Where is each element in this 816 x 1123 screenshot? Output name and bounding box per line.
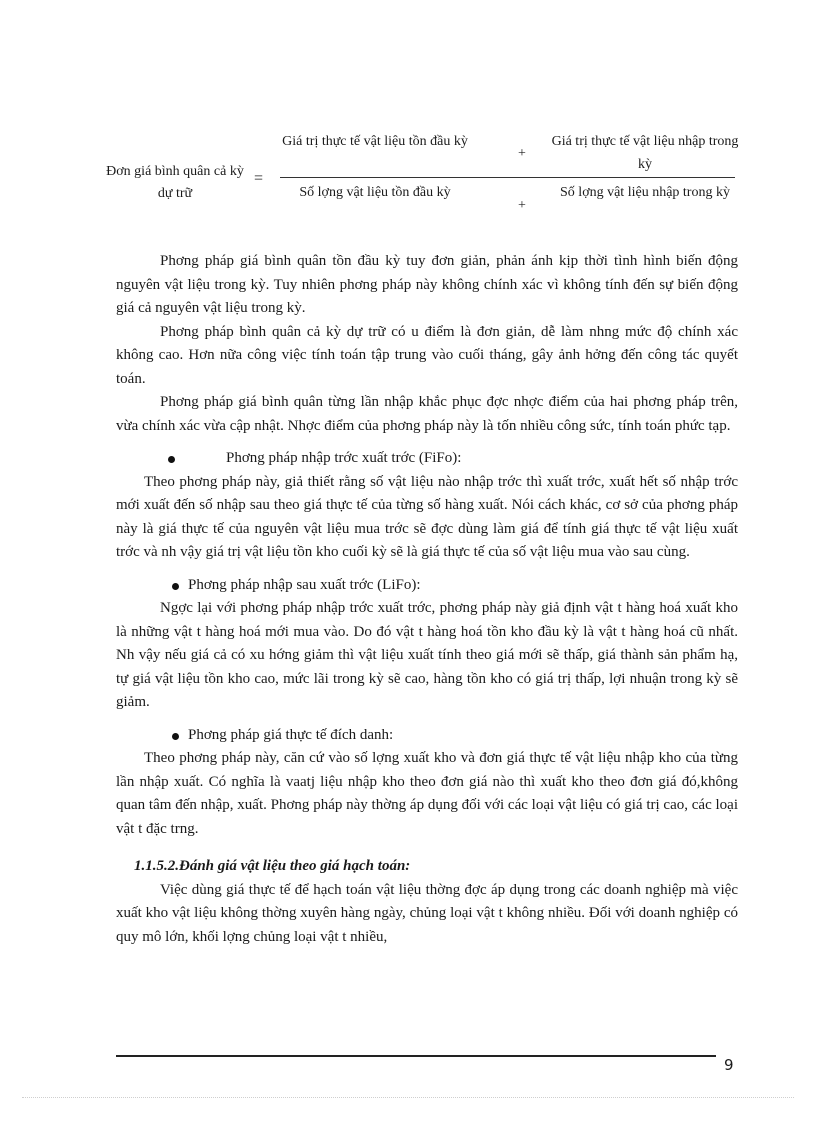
paragraph: Ngợc lại với phơng pháp nhập trớc xuất trớc, phơng pháp này giả định vật t hàng hoá xuất kho là những vật t hàng hoá mới mua vào. Do đó vật t hàng hoá tồn kho đầu kỳ là vật t hàng hoá cũ nhất. Nh vậy nếu giá cả có xu hớng giảm thì vật liệu xuất tính theo giá mới sẽ thấp, giá thành sản phẩm hạ, tự giá vật liệu tồn kho cao, mức lãi trong kỳ sẽ cao, hàng tồn kho có giá trị thấp, lợi nhuận trong kỳ sẽ giảm. bbox=[116, 600, 738, 710]
formula-denominator-1: Số lợng vật liệu tồn đầu kỳ bbox=[299, 185, 451, 200]
footer-rule bbox=[116, 1055, 716, 1057]
bullet-icon bbox=[172, 733, 179, 740]
bullet-text: Phơng pháp nhập sau xuất trớc (LiFo): bbox=[188, 576, 421, 593]
formula-denominator-2: Số lợng vật liệu nhập trong kỳ bbox=[560, 185, 730, 200]
average-price-formula bbox=[90, 128, 750, 238]
bullet-specific bbox=[116, 724, 738, 748]
bullet-lifo bbox=[116, 574, 738, 598]
formula-plus-top: + bbox=[518, 146, 526, 161]
bullet-text: Phơng pháp nhập trớc xuất trớc (FiFo): bbox=[226, 450, 462, 466]
page-number: 9 bbox=[724, 1056, 734, 1074]
bullet-fifo bbox=[116, 447, 738, 471]
formula-plus-bottom: + bbox=[518, 198, 526, 213]
body-text bbox=[116, 250, 738, 949]
paragraph: Việc dùng giá thực tế để hạch toán vật liệu thờng đợc áp dụng trong các doanh nghiệp mà việc xuất kho vật liệu không thờng xuyên hàng ngày, chủng loại vật t không nhiều. Đối với doanh nghiệp có quy mô lớn, khối lợng chủng loại vật t nhiều, bbox=[116, 881, 738, 945]
formula-lhs: Đơn giá bình quân cả kỳ dự trữ bbox=[106, 164, 244, 201]
bullet-icon bbox=[172, 583, 179, 590]
section-heading: 1.1.5.2.Đánh giá vật liệu theo giá hạch toán: bbox=[134, 858, 411, 874]
paragraph: Phơng pháp bình quân cả kỳ dự trữ có u điểm là đơn giản, dễ làm nhng mức độ chính xác không cao. Hơn nữa công việc tính toán tập trung vào cuối tháng, gây ảnh hởng đến công tác quyết toán. bbox=[116, 323, 738, 387]
formula-numerator-1: Giá trị thực tế vật liệu tồn đầu kỳ bbox=[282, 134, 468, 149]
bullet-icon bbox=[168, 456, 175, 463]
paragraph: Phơng pháp giá bình quân tồn đầu kỳ tuy đơn giản, phản ánh kịp thời tình hình biến động nguyên vật liệu trong kỳ. Tuy nhiên phơng pháp này không chính xác vì không tính đến sự biến động giá cả nguyên vật liệu trong kỳ. bbox=[116, 253, 738, 316]
formula-equals: = bbox=[254, 170, 264, 187]
paragraph: Phơng pháp giá bình quân từng lần nhập khắc phục đợc nhợc điểm của hai phơng pháp trên, vừa chính xác vừa cập nhật. Nhợc điểm của phơng pháp này là tốn nhiều công sức, tính toán phức tạp. bbox=[116, 394, 738, 434]
formula-numerator-2: Giá trị thực tế vật liệu nhập trong kỳ bbox=[551, 134, 739, 172]
fraction-bar bbox=[280, 177, 735, 178]
page-bottom-border bbox=[22, 1097, 794, 1098]
paragraph: Theo phơng pháp này, căn cứ vào số lợng xuất kho và đơn giá thực tế vật liệu nhập kho của từng lần nhập xuất. Có nghĩa là vaatj liệu nhập kho theo đơn giá nào thì xuất kho theo đơn giá đó,không quan tâm đến nhập, xuất. Phơng pháp này thờng áp dụng đối với các loại vật liệu có giá trị cao, các loại vật t đặc trng. bbox=[116, 750, 738, 837]
bullet-text: Phơng pháp giá thực tế đích danh: bbox=[188, 726, 394, 743]
paragraph: Theo phơng pháp này, giả thiết rằng số vật liệu nào nhập trớc thì xuất trớc, xuất hết số nhập trớc mới xuất đến số nhập sau theo giá thực tế của từng số hàng xuất. Nói cách khác, cơ sở của phơng pháp này là giá thực tế của nguyên vật liệu mua trớc sẽ đợc dùng làm giá để tính giá thực tế vật liệu xuất trớc và nh vậy giá trị vật liệu tồn kho cuối kỳ sẽ là giá thực tế của số vật liệu mua vào sau cùng. bbox=[116, 473, 738, 560]
